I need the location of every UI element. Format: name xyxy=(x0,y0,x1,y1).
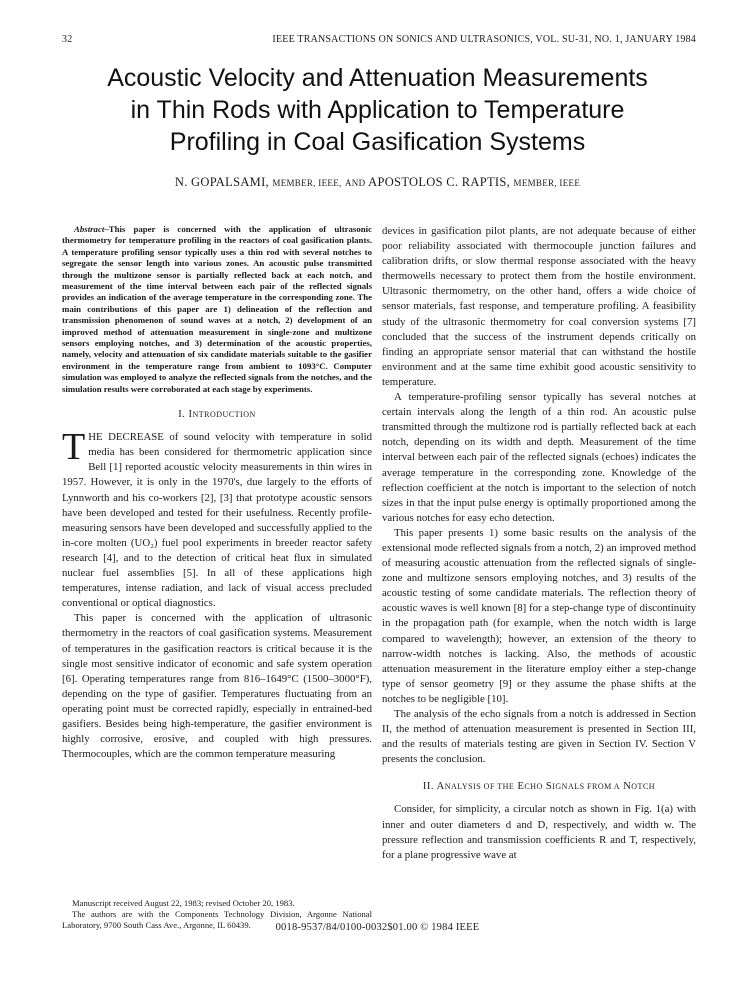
section-heading-introduction xyxy=(62,407,372,422)
section-1-numeral: I. xyxy=(178,409,186,421)
author-conjunction: AND xyxy=(345,178,366,188)
section-2-numeral: II. xyxy=(422,781,435,793)
right-paragraph-3: This paper presents 1) some basic results on the analysis of the extensional mode reflected signals from a notch, 2) an improved method of measuring acoustic attenuation from the reflected signals of single-zone and multizone sensors employing notches, and 3) results of the acoustic testing of some candidate materials. The reflection theory of acoustic waves is well known [8] for a step-change type of discontinuity in the propagation path (for example, when the notch width is large compared to wavelength); however, an extension of the theory to narrow-width notches is lacking. Also, the methods of acoustic attenuation measurement in the literature employ either a step-change type of sensor geometry [9] or they assume the phase shifts at the notches to be negligible [10]. xyxy=(382,526,696,705)
abstract-label: Abstract xyxy=(74,224,105,234)
abstract xyxy=(62,224,372,395)
page-number: 32 xyxy=(62,34,73,45)
footnote-affiliation: The authors are with the Components Technology Division, Argonne National Laboratory, 9700 South Cass Ave., Argonne, IL 60439. xyxy=(62,909,372,930)
right-paragraph-5: Consider, for simplicity, a circular notch as shown in Fig. 1(a) with inner and outer diameters d and D, respectively, and width w. The pressure reflection and transmission coefficients R and T, respectively, for a plane progressive wave at xyxy=(382,803,696,861)
intro-paragraph-2: This paper is concerned with the application of ultrasonic thermometry in the reactors of coal gasification systems. Measurement of temperatures in the gasification reactors is critical because it is the single most sensitive indicator of economic and safe system operation [6]. Operating temperatures range from 816–1649°C (1500–3000°F), depending on the type of gasifier. Temperatures fluctuating from an operating point must be corrected rapidly, especially in entrained-bed gasifiers. Besides being high-temperature, the gasifier environment is highly corrosive, erosive, and coupled with high pressures. Thermocouples, which are the common temperature measuring xyxy=(62,612,372,761)
title-line-1: Acoustic Velocity and Attenuation Measurements xyxy=(107,64,648,92)
journal-header: IEEE TRANSACTIONS ON SONICS AND ULTRASONICS, VOL. SU-31, NO. 1, JANUARY 1984 xyxy=(272,34,696,45)
section-1-initial: I xyxy=(188,409,193,421)
author-2: APOSTOLOS C. RAPTIS, xyxy=(368,175,511,189)
right-column xyxy=(382,224,696,863)
author-2-role: MEMBER, IEEE xyxy=(513,178,581,188)
intro-paragraph-1-text: HE DECREASE of sound velocity with temperature in solid media has been considered for thermometric application since Bell [1] reported acoustic velocity measurements in thin wires in 1957. However, it is only in the 1970's, due largely to the efforts of Lynnworth and his co-workers [2], [3] that prototype acoustic sensors have been developed and tested for their usefulness. Recently profile-measuring sensors have been developed and successfully applied to the in-core molten (UO₂) fuel pool experiments in breeder reactor safety research [4], and to the detection of critical heat flux in simulated nuclear fuel assemblies [5]. In all of these applications high temperatures, intense radiation, and lack of visual access precluded conventional or optical diagnostics. xyxy=(62,431,372,610)
copyright-line: 0018-9537/84/0100-0032$01.00 © 1984 IEEE xyxy=(275,922,480,933)
footnote-received: Manuscript received August 22, 1983; revised October 20, 1983. xyxy=(72,898,295,908)
section-2-word-n: N xyxy=(623,781,632,793)
author-1: N. GOPALSAMI, xyxy=(174,175,269,189)
section-2-word-a: A xyxy=(436,781,445,793)
right-paragraph-1: devices in gasification pilot plants, are not adequate because of either poor reliability associated with thermocouple junction failures and calibration drifts, or slow thermal response associated with the heavy thermowells necessary to protect them from the hostile environment. Ultrasonic thermometry, on the other hand, offers a wide choice of sensor materials, fast response, and temperature profiling. A feasibility study of the ultrasonic thermometry for coal conversion systems [7] concluded that the success of the instrument depends critically on finding an appropriate sensor material that can withstand the hostile environment and at the same time exhibit good acoustic sensitivity to temperature. xyxy=(382,225,696,388)
section-2-word-cho: CHO xyxy=(524,782,543,792)
right-paragraph-2: A temperature-profiling sensor typically has several notches at certain intervals along the length of a thin rod. An acoustic pulse transmitted through the multizone rod is partially reflected back at each notch, depending on its width and depth. Measurement of the time interval between each pair of the reflected signals (echoes) indicates the average temperature in the corresponding zone. Knowledge of the reflection coefficient at the notch is important to the selection of notch sizes in that the input pulse energy is optimally proportioned among the various notches for easy echo detection. xyxy=(382,391,696,524)
author-line xyxy=(40,175,715,190)
left-column xyxy=(62,224,372,762)
section-2-word-s: S xyxy=(545,781,553,793)
section-2-word-ignals: IGNALS FROM A xyxy=(552,782,621,792)
section-1-rest: NTRODUCTION xyxy=(192,410,256,420)
drop-cap: T xyxy=(62,426,86,469)
abstract-text: –This paper is concerned with the application of ultrasonic thermometry for temperature profiling in the reactors of coal gasification plants. A temperature profiling sensor typically uses a thin rod with several notches to segregate the sensor length into various zones. An acoustic pulse transmitted through the multizone sensor is partially reflected back at each notch, and measurement of the time interval between each pair of the reflected signals provides an indication of the average temperature in the corresponding zone. The main contributions of this paper are 1) delineation of the reflection and transmission phenomenon of sound waves at a notch, 2) development of an improved method of attenuation measurement in single-zone and multizone sensors employing notches, and 3) determination of the acoustic properties, namely, velocity and attenuation of six candidate materials suitable to the gasifier environment in the temperature range from ambient to 1093°C. Computer simulation was employed to analyze the reflected signals from the notches, and the simulation results were corroborated at each stage by experiments. xyxy=(62,224,372,394)
right-paragraph-4: The analysis of the echo signals from a notch is addressed in Section II, the method of attenuation measurement is presented in Section III, and the results of materials testing are given in Section IV. Section V presents the conclusion. xyxy=(382,708,696,766)
title-line-3: Profiling in Coal Gasification Systems xyxy=(169,128,586,156)
author-1-role: MEMBER, IEEE, xyxy=(272,178,342,188)
section-heading-analysis xyxy=(382,779,696,794)
section-2-word-e: E xyxy=(517,781,525,793)
intro-paragraph-1 xyxy=(62,426,372,611)
section-2-word-nalysis: NALYSIS OF THE xyxy=(444,782,515,792)
section-2-word-otch: OTCH xyxy=(631,782,656,792)
title-line-2: in Thin Rods with Application to Temperature xyxy=(130,96,625,124)
paper-title xyxy=(40,62,715,158)
